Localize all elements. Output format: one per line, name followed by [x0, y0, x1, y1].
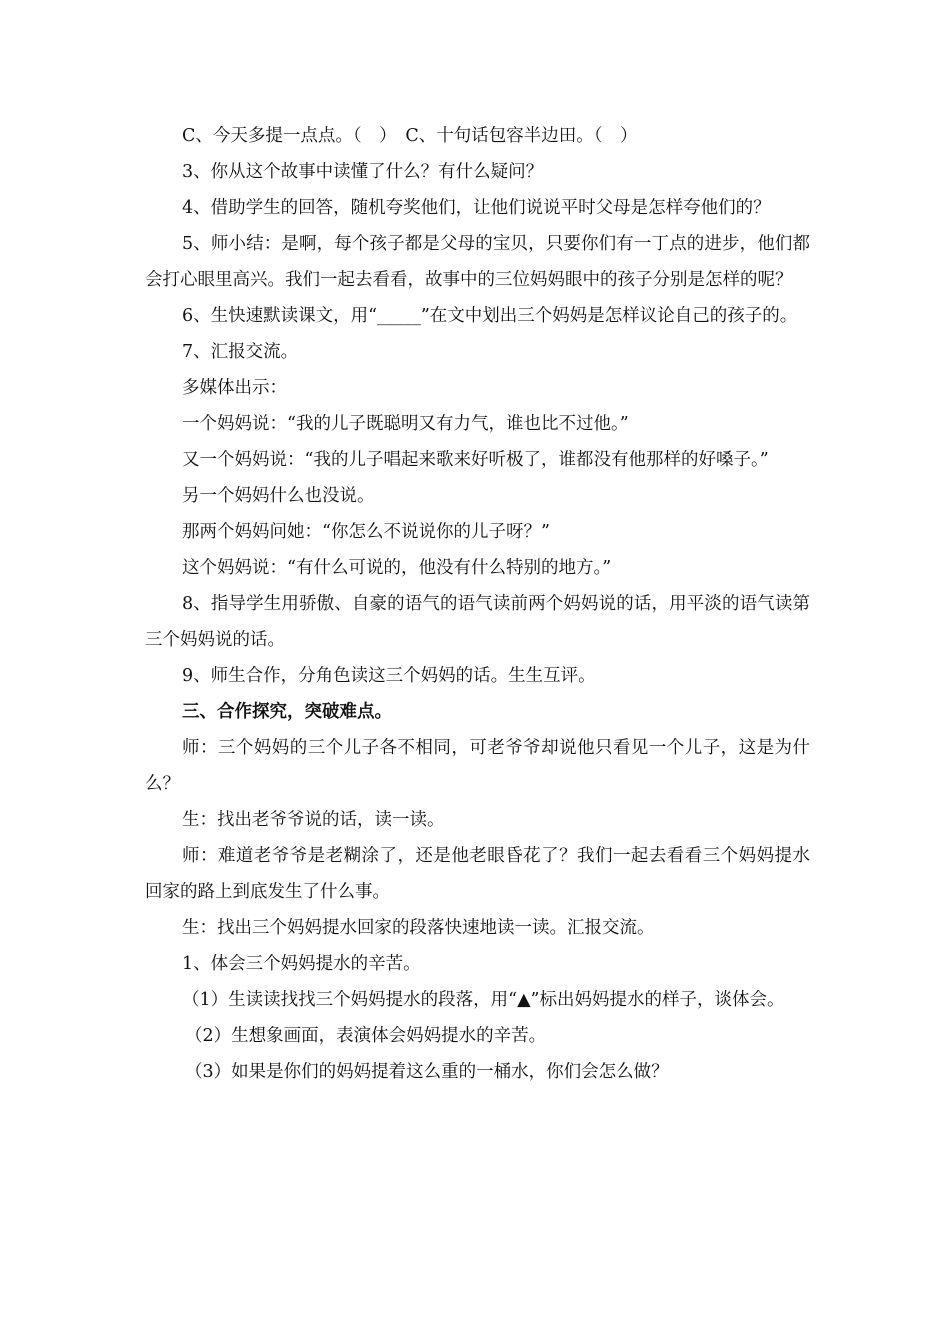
- paragraph: 多媒体出示：: [182, 378, 287, 398]
- paragraph: 7、汇报交流。: [182, 342, 299, 362]
- quote-line: 又一个妈妈说：“我的儿子唱起来歌来好听极了，谁都没有他那样的好嗓子。”: [182, 450, 769, 470]
- quote-line: 另一个妈妈什么也没说。: [182, 486, 375, 506]
- quote-line: 那两个妈妈问她：“你怎么不说说你的儿子呀？”: [182, 522, 550, 542]
- paragraph: （2）生想象画面，表演体会妈妈提水的辛苦。: [185, 1026, 547, 1046]
- paragraph: 1、体会三个妈妈提水的辛苦。: [182, 954, 421, 974]
- paragraph: （3）如果是你们的妈妈提着这么重的一桶水，你们会怎么做？: [185, 1062, 669, 1082]
- paragraph: 3、你从这个故事中读懂了什么？有什么疑问？: [182, 162, 544, 182]
- paragraph: （1）生读读找找三个妈妈提水的段落，用“▲”标出妈妈提水的样子，谈体会。: [182, 990, 785, 1010]
- paragraph: 5、师小结：是啊，每个孩子都是父母的宝贝，只要你们有一丁点的进步，他们都会打心眼里高兴。我们一起去看看，故事中的三位妈妈眼中的孩子分别是怎样的呢？: [145, 234, 810, 290]
- section-heading: 三、合作探究，突破难点。: [182, 702, 392, 722]
- paragraph: 4、借助学生的回答，随机夸奖他们，让他们说说平时父母是怎样夸他们的？: [182, 198, 771, 218]
- paragraph: 师：三个妈妈的三个儿子各不相同，可老爷爷却说他只看见一个儿子，这是为什么？: [145, 738, 810, 794]
- quote-line: 这个妈妈说：“有什么可说的，他没有什么特别的地方。”: [182, 558, 612, 578]
- document-body: [145, 118, 810, 1090]
- paragraph: 师：难道老爷爷是老糊涂了，还是他老眼昏花了？我们一起去看看三个妈妈提水回家的路上到底发生了什么事。: [145, 846, 810, 902]
- paragraph: 8、指导学生用骄傲、自豪的语气的语气读前两个妈妈说的话，用平淡的语气读第三个妈妈说的话。: [145, 594, 810, 650]
- paragraph: 生：找出三个妈妈提水回家的段落快速地读一读。汇报交流。: [182, 918, 655, 938]
- paragraph: C、今天多提一点点。（ ） C、十句话包容半边田。（ ）: [182, 126, 638, 146]
- quote-line: 一个妈妈说：“我的儿子既聪明又有力气，谁也比不过他。”: [182, 414, 629, 434]
- paragraph: 9、师生合作，分角色读这三个妈妈的话。生生互评。: [182, 666, 596, 686]
- paragraph: 6、生快速默读课文，用“_____”在文中划出三个妈妈是怎样议论自己的孩子的。: [182, 306, 798, 326]
- paragraph: 生：找出老爷爷说的话，读一读。: [182, 810, 445, 830]
